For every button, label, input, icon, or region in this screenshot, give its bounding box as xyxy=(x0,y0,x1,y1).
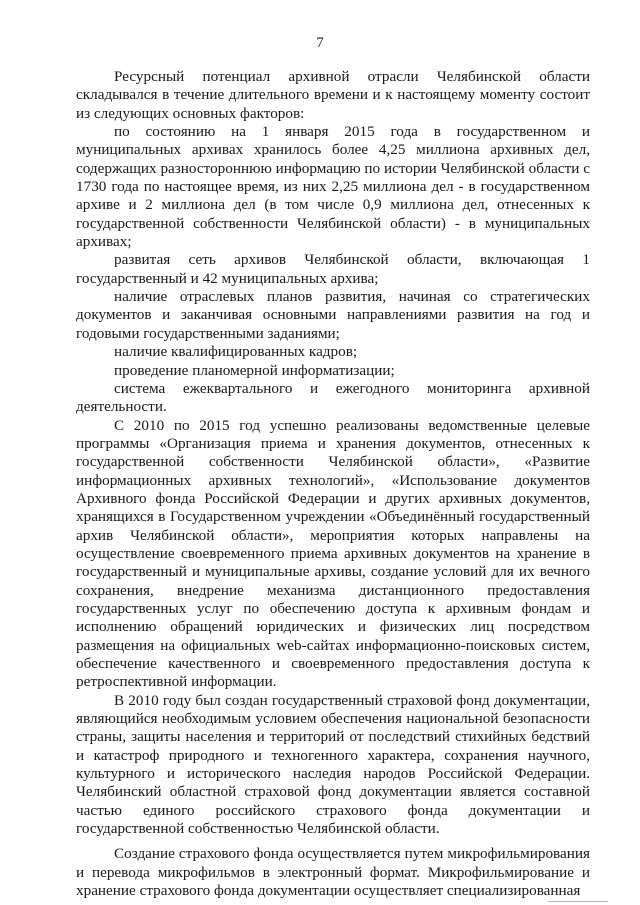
paragraph-intro: Ресурсный потенциал архивной отрасли Челябинской области складывался в течение длительного времени и к настоящему моменту состоит из следующих основных факторов: xyxy=(76,68,590,122)
paragraph-target-programs: С 2010 по 2015 год успешно реализованы ведомственные целевые программы «Организация приема и хранения документов, отнесенных к государственной собственности Челябинской области», «Развитие информационных архивных технологий», «Использование документов Архивного фонда Российской Федерации и других архивных документов, хранящихся в Государственном учреждении «Объединённый государственный архив Челябинской области», мероприятия которых направлены на осуществление своевременного приема архивных документов на хранение в государственный и муниципальные архивы, создание условий для их вечного сохранения, внедрение механизма дистанционного предоставления государственных услуг по обеспечению доступа к архивным фондам и исполнению обращений юридических и физических лиц посредством размещения на официальных web-сайтах информационно-поисковых систем, обеспечение качественного и своевременного предоставления доступа к ретроспективной информации. xyxy=(76,416,590,691)
document-body xyxy=(76,68,590,900)
paragraph-monitoring: система ежеквартального и ежегодного мониторинга архивной деятельности. xyxy=(76,379,590,416)
paragraph-development-plans: наличие отраслевых планов развития, начиная со стратегических документов и заканчивая основными направлениями развития на год и годовыми государственными заданиями; xyxy=(76,288,590,342)
paragraph-archive-holdings: по состоянию на 1 января 2015 года в государственном и муниципальных архивах хранилось более 4,25 миллиона архивных дел, содержащих разностороннюю информацию по истории Челябинской области с 1730 года по настоящее время, из них 2,25 миллиона дел - в государственном архиве и 2 миллиона дел (в том числе 0,9 миллиона дел, отнесенных к государственной собственности Челябинской области) - в муниципальных архивах; xyxy=(76,123,590,251)
paragraph-qualified-staff: наличие квалифицированных кадров; xyxy=(114,343,358,361)
page-number: 7 xyxy=(316,35,324,51)
paragraph-archive-network: развитая сеть архивов Челябинской области, включающая 1 государственный и 42 муниципальных архива; xyxy=(76,251,590,287)
paragraph-informatization: проведение планомерной информатизации; xyxy=(114,361,395,379)
scan-artifact-line xyxy=(548,901,608,902)
paragraph-insurance-fund: В 2010 году был создан государственный страховой фонд документации, являющийся необходимым условием обеспечения национальной безопасности страны, защиты населения и территорий от последствий стихийных бедствий и катастроф природного и техногенного характера, сохранения научного, культурного и исторического наследия народов Российской Федерации. Челябинский областной страховой фонд документации является составной частью единого российского страхового фонда документации и государственной собственностью Челябинской области. xyxy=(76,691,590,838)
paragraph-microfilming: Создание страхового фонда осуществляется путем микрофильмирования и перевода микрофильмов в электронный формат. Микрофильмирование и хранение страхового фонда документации осуществляет специализированная xyxy=(76,845,590,900)
